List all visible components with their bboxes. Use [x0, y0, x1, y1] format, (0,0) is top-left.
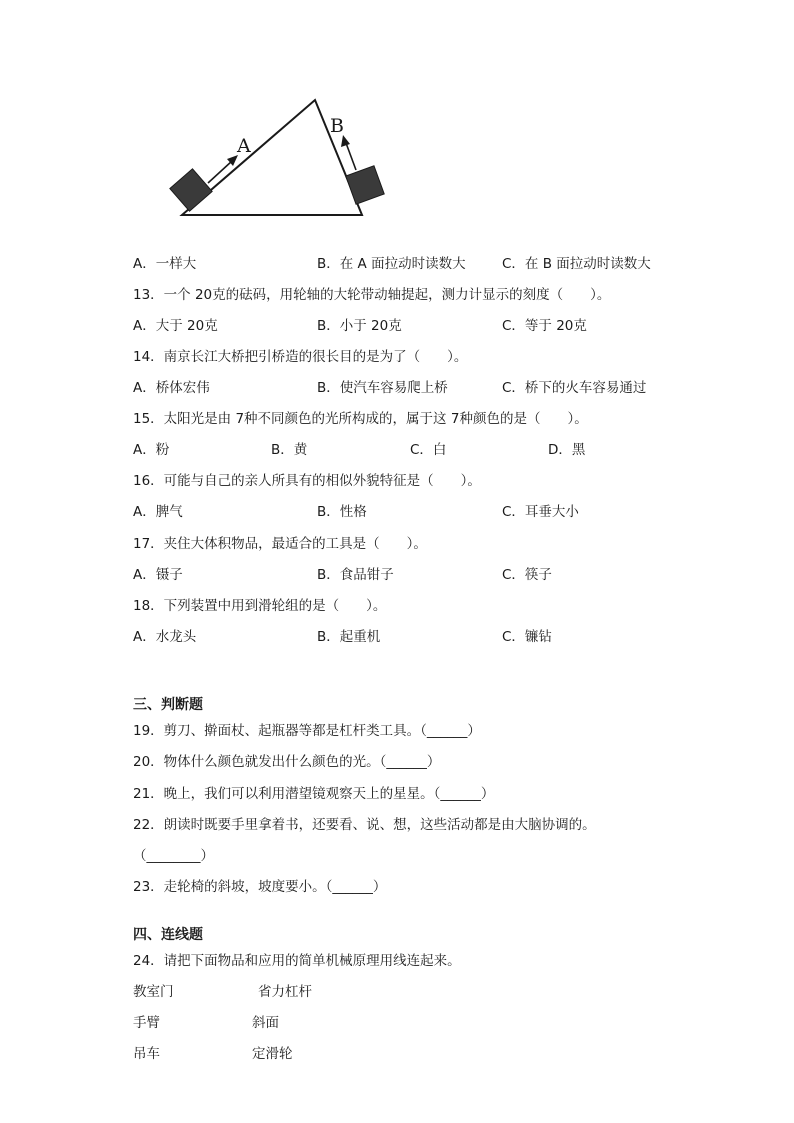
- q16-option-c: C．耳垂大小: [502, 504, 579, 520]
- section-matching-heading: 四、连线题: [133, 927, 203, 943]
- match-right-item: 定滑轮: [252, 1046, 293, 1062]
- q13-stem: 13．一个 20克的砝码，用轮轴的大轮带动轴提起，测力计显示的刻度（ ）。: [133, 287, 611, 303]
- q17-option-c: C．筷子: [502, 567, 552, 583]
- q14-option-a: A．桥体宏伟: [133, 380, 210, 396]
- q13-option-b: B．小于 20克: [317, 318, 402, 334]
- q17-stem: 17．夹住大体积物品，最适合的工具是（ ）。: [133, 536, 427, 552]
- q16-option-b: B．性格: [317, 504, 367, 520]
- q16-stem: 16．可能与自己的亲人所具有的相似外貌特征是（ ）。: [133, 473, 481, 489]
- arrow-a-shaft: [208, 161, 232, 183]
- q13-option-c: C．等于 20克: [502, 318, 587, 334]
- label-a: A: [237, 135, 251, 157]
- q18-option-a: A．水龙头: [133, 629, 197, 645]
- q19-text: 19．剪刀、擀面杖、起瓶器等都是杠杆类工具。（______）: [133, 723, 481, 739]
- section-judgement-heading: 三、判断题: [133, 697, 203, 713]
- q17-option-a: A．镊子: [133, 567, 183, 583]
- q15-option-d: D．黑: [548, 442, 586, 458]
- q23-text: 23．走轮椅的斜坡，坡度要小。（______）: [133, 879, 387, 895]
- q12-option-c: C．在 B 面拉动时读数大: [502, 256, 651, 272]
- q12-option-a: A．一样大: [133, 256, 197, 272]
- q14-stem: 14．南京长江大桥把引桥造的很长目的是为了（ ）。: [133, 349, 468, 365]
- q20-text: 20．物体什么颜色就发出什么颜色的光。（______）: [133, 754, 441, 770]
- q15-option-b: B．黄: [271, 442, 308, 458]
- q18-stem: 18．下列装置中用到滑轮组的是（ ）。: [133, 598, 387, 614]
- q22-blank: （________）: [133, 848, 214, 864]
- q21-text: 21．晚上，我们可以利用潜望镜观察天上的星星。（______）: [133, 786, 495, 802]
- q15-stem: 15．太阳光是由 7种不同颜色的光所构成的，属于这 7种颜色的是（ ）。: [133, 411, 588, 427]
- q12-option-b: B．在 A 面拉动时读数大: [317, 256, 466, 272]
- q15-option-a: A．粉: [133, 442, 170, 458]
- block-b: [346, 166, 384, 204]
- q24-text: 24．请把下面物品和应用的简单机械原理用线连起来。: [133, 953, 461, 969]
- q14-option-b: B．使汽车容易爬上桥: [317, 380, 448, 396]
- arrow-b-shaft: [346, 143, 356, 170]
- q18-option-b: B．起重机: [317, 629, 381, 645]
- match-right-item: 斜面: [252, 1015, 279, 1031]
- match-left-item: 吊车: [133, 1046, 160, 1062]
- q22-text: 22．朗读时既要手里拿着书，还要看、说、想，这些活动都是由大脑协调的。: [133, 817, 596, 833]
- incline-figure: [160, 88, 400, 223]
- q14-option-c: C．桥下的火车容易通过: [502, 380, 647, 396]
- block-a: [170, 169, 212, 211]
- q17-option-b: B．食品钳子: [317, 567, 394, 583]
- q18-option-c: C．镰钻: [502, 629, 552, 645]
- q13-option-a: A．大于 20克: [133, 318, 218, 334]
- match-right-item: 省力杠杆: [258, 984, 312, 1000]
- label-b: B: [330, 115, 344, 137]
- q15-option-c: C．白: [410, 442, 447, 458]
- match-left-item: 手臂: [133, 1015, 160, 1031]
- q16-option-a: A．脾气: [133, 504, 183, 520]
- match-left-item: 教室门: [133, 984, 174, 1000]
